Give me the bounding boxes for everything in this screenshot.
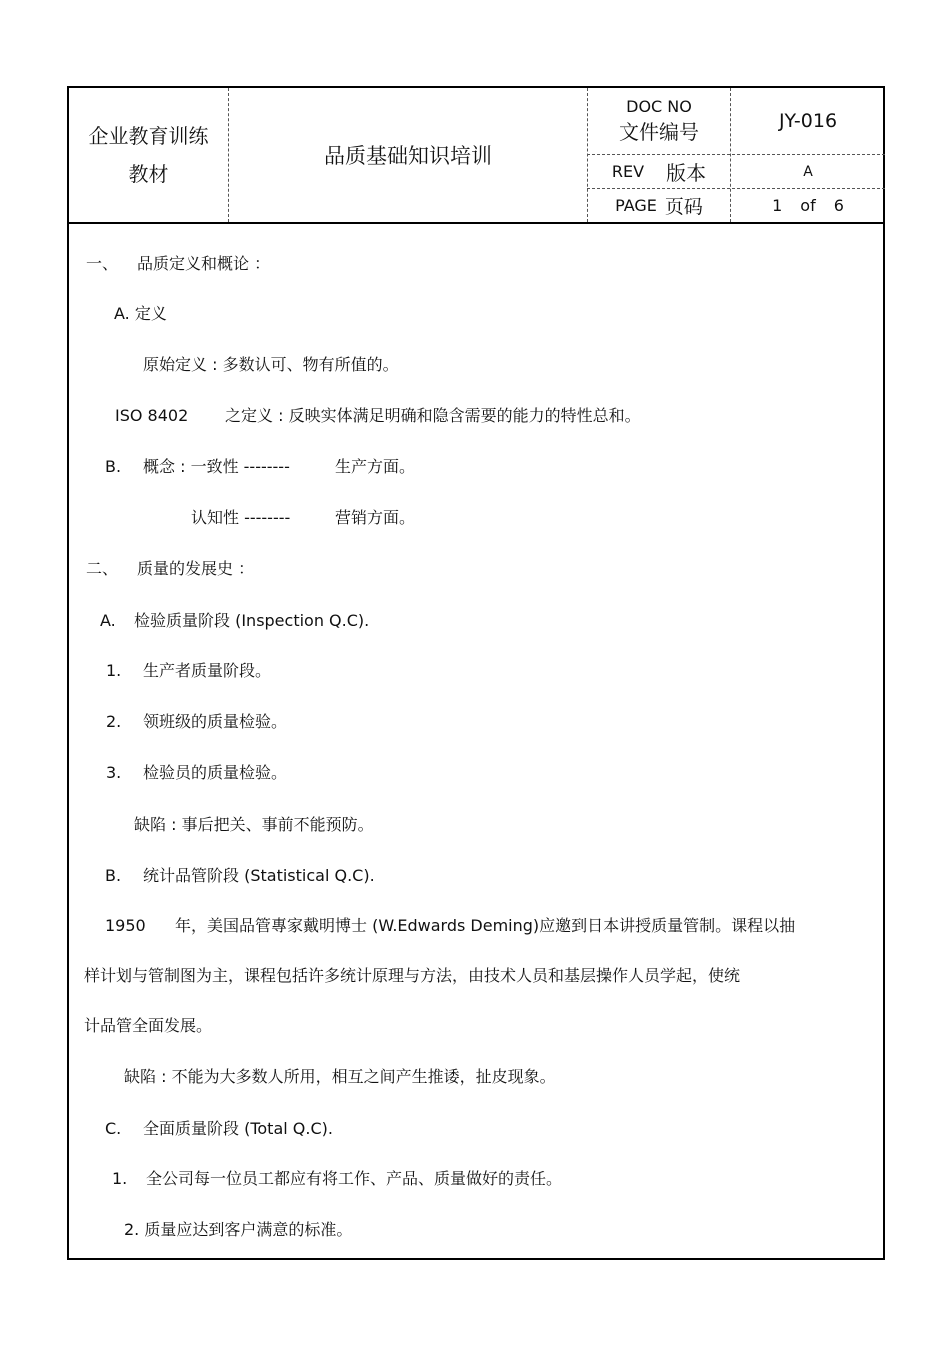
- document-header: [69, 88, 883, 224]
- concept-recognition: 认知性 --------: [191, 508, 291, 527]
- iso-label: ISO 8402: [115, 406, 189, 425]
- stage-a-heading: 检验质量阶段 (Inspection Q.C).: [134, 611, 370, 630]
- doc-no-value-cell: [731, 88, 885, 154]
- paragraph-line: 样计划与管制图为主，课程包括许多统计原理与方法，由技术人员和基层操作人员学起，使统: [84, 966, 741, 985]
- page-value-cell: [731, 189, 885, 222]
- org-name: 企业教育训练: [88, 124, 209, 148]
- page-of: of: [800, 196, 816, 215]
- rev-value-cell: [731, 155, 885, 188]
- page-label-cn: 页码: [664, 196, 703, 218]
- rev-label-cn: 版本: [666, 161, 707, 185]
- paragraph-line: 年，美国品管專家戴明博士 (W.Edwards Deming)应邀到日本讲授质量管制。课程以抽: [175, 916, 796, 935]
- stage-a-number: A.: [100, 611, 116, 630]
- section-1-heading: 品质定义和概论 ：: [137, 254, 271, 273]
- stage-b-number: B.: [105, 866, 122, 885]
- document-frame: [67, 86, 885, 1260]
- org-cell: [69, 88, 228, 222]
- iso-definition: 之定义 : 反映实体满足明确和隐含需要的能力的特性总和。: [225, 406, 641, 425]
- stage-c-heading: 全面质量阶段 (Total Q.C).: [143, 1119, 333, 1138]
- doc-no-label-en: DOC NO: [626, 97, 692, 116]
- list-item-text: 全公司每一位员工都应有将工作、产品、质量做好的责任。: [146, 1169, 563, 1188]
- section-2-heading: 质量的发展史 ：: [137, 559, 255, 578]
- defect-note: 缺陷 : 不能为大多数人所用，相互之间产生推诿，扯皮现象。: [124, 1067, 556, 1086]
- page-total: 6: [833, 196, 844, 215]
- document-title: 品质基础知识培训: [324, 144, 492, 168]
- title-cell: [229, 88, 587, 222]
- list-item-number: 1.: [112, 1169, 128, 1188]
- doc-no-label-cell: [588, 88, 730, 154]
- paragraph-year: 1950: [105, 916, 146, 935]
- rev-label-en: REV: [611, 162, 645, 181]
- list-item-number: 1.: [106, 661, 122, 680]
- concept-number: B.: [105, 457, 122, 476]
- list-item-text: 领班级的质量检验。: [143, 712, 288, 731]
- section-2-number: 二、: [86, 559, 119, 578]
- original-definition: 原始定义 : 多数认可、物有所值的。: [143, 355, 399, 374]
- definition-heading: A. 定义: [114, 304, 167, 323]
- list-item-number: 2.: [106, 712, 122, 731]
- page-label-en: PAGE: [615, 196, 657, 215]
- rev-label-cell: [588, 155, 730, 188]
- defect-note: 缺陷 : 事后把关、事前不能预防。: [134, 815, 374, 834]
- section-1-number: 一、: [86, 254, 119, 273]
- stage-c-number: C.: [105, 1119, 122, 1138]
- stage-b-heading: 统计品管阶段 (Statistical Q.C).: [143, 866, 375, 885]
- list-item-text: 检验员的质量检验。: [143, 763, 288, 782]
- list-item-text: 2. 质量应达到客户满意的标准。: [124, 1220, 353, 1239]
- doc-no-label-cn: 文件编号: [619, 120, 699, 144]
- paragraph-line: 计品管全面发展。: [84, 1016, 213, 1035]
- list-item-text: 生产者质量阶段。: [143, 661, 272, 680]
- concept-consistency: 概念 : 一致性 --------: [143, 457, 290, 476]
- concept-recognition-value: 营销方面。: [335, 508, 416, 527]
- page-current: 1: [772, 196, 783, 215]
- org-subtitle: 教材: [128, 162, 169, 186]
- concept-consistency-value: 生产方面。: [335, 457, 416, 476]
- rev-value: A: [803, 163, 813, 180]
- list-item-number: 3.: [106, 763, 122, 782]
- page-label-cell: [588, 189, 730, 222]
- doc-no-value: JY-016: [778, 110, 838, 132]
